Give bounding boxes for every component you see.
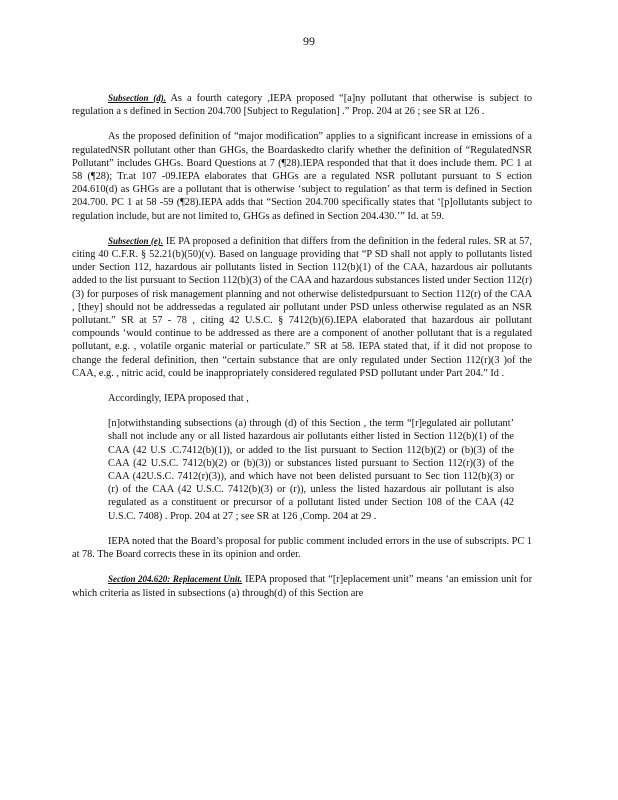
subsection-e-heading: Subsection (e). [108,235,164,246]
subsection-d-heading: Subsection (d). [108,93,166,103]
paragraph-text: As the proposed definition of “major modification” applies to a significant increase in emissions of a regulatedNSR pollutant other than GHGs, the Boardaskedto clarify whether the definition of “RegulatedNSR Pollutant” includes GHGs. Board Questions at 7 (¶28).IEPA responded that that it does include them. PC 1 at 58 (¶28); Tr.at 107 -09.IEPA elaborates that GHGs are a regulated NSR pollutant pursuant to S ection 204.610(d) as GHGs are a pollutant that is otherwise ‘subject to regulation’ as that term is defined in Section 204.700. PC 1 at 58 -59 (¶28).IEPA adds that “Section 204.700 specifically states that ‘[p]ollutants subject to regulation include, but are not limited to, GHGs as defined in Section 204.430.’” Id. at 59. [72,131,532,222]
page-number: 99 [303,34,315,48]
paragraph-text: IE PA proposed a definition that differs from the definition in the federal rules. SR at 57, citing 40 C.F.R. § 52.21(b)(50)(v). Based on language providing that “P SD shall not apply to pollutants listed under Section 112, hazardous air pollutants listed in Section 112(b)(1) of the CAA, hazardous air pollutants added to the list pursuant to Section 112(b)(3) of the CAA and hazardous substances listed under Section 112(r)(3) for purposes of risk management planning and not otherwise delistedpursuant to Section 112(r) of the CAA , [they] should not be addressedas a regulated air pollutant under PSD unless otherwise regulated as an NSR pollutant.” SR at 57 - 78 , citing 42 U.S.C. § 7412(b)(6).IEPA elaborated that hazardous air pollutant compounds ‘would continue to be addressed as there are a component of another pollutant that is a regulated pollutant, e.g. , volatile organic material or particulate.” SR at 58. IEPA stated that, if it did not propose to change the federal definition, then “certain substance that are only regulated under Section 112(r)(3 )of the CAA, e.g. , nitric acid, could be inappropriately considered regulated PSD pollutant under Part 204.” Id . [72,235,532,379]
paragraph-text: IEPA proposed that “[r]eplacement unit” means ‘an emission unit for which criteria as listed in subsections (a) through(d) of this Section are [72,574,533,599]
paragraph-subsection-d [72,92,532,118]
block-quote-text: [n]otwithstanding subsections (a) through (d) of this Section , the term “[r]egulated air pollutant’ shall not include any or all listed hazardous air pollutants either listed in Section 112(b)(1) of the CAA (42 U.S .C.7412(b)(1)), or added to the list pursuant to Section 112(b)(2) or (b)(3) of the CAA (42 U.S.C. 7412(b)(2) or (b)(3)) or substances listed pursuant to Section 112(r)(3) of the CAA (42U.S.C. 7412(r)(3)), and which have not been delisted pursuant to Sec tion 112(b)(3) or (r) of the CAA (42 U.S.C. 7412(b)(3) or (r)), unless the listed hazardous air pollutant is also regulated as a constituent or precursor of a pollutant listed under Section 108 of the CAA (42 U.S.C. 7408) . Prop. 204 at 27 ; see SR at 126 ,Comp. 204 at 29 . [108,418,514,522]
paragraph-accordingly [72,392,532,405]
block-quote [108,417,514,523]
paragraph-text: Accordingly, IEPA proposed that , [108,393,249,405]
section-204-620-heading: Section 204.620: Replacement Unit. [108,574,243,585]
paragraph-major-modification [72,130,532,222]
paragraph-section-204-620 [72,573,532,599]
paragraph-text: IEPA noted that the Board’s proposal for public comment included errors in the use of subscripts. PC 1 at 78. The Board corrects these in its opinion and order. [72,535,532,561]
document-body [72,92,532,612]
paragraph-text: As a fourth category ,IEPA proposed “[a]ny pollutant that otherwise is subject to regulation a s defined in Section 204.700 [Subject to Regulation] .” Prop. 204 at 26 ; see SR at 126 . [72,93,532,118]
paragraph-subsection-e [72,235,532,380]
paragraph-subscripts [72,535,532,561]
